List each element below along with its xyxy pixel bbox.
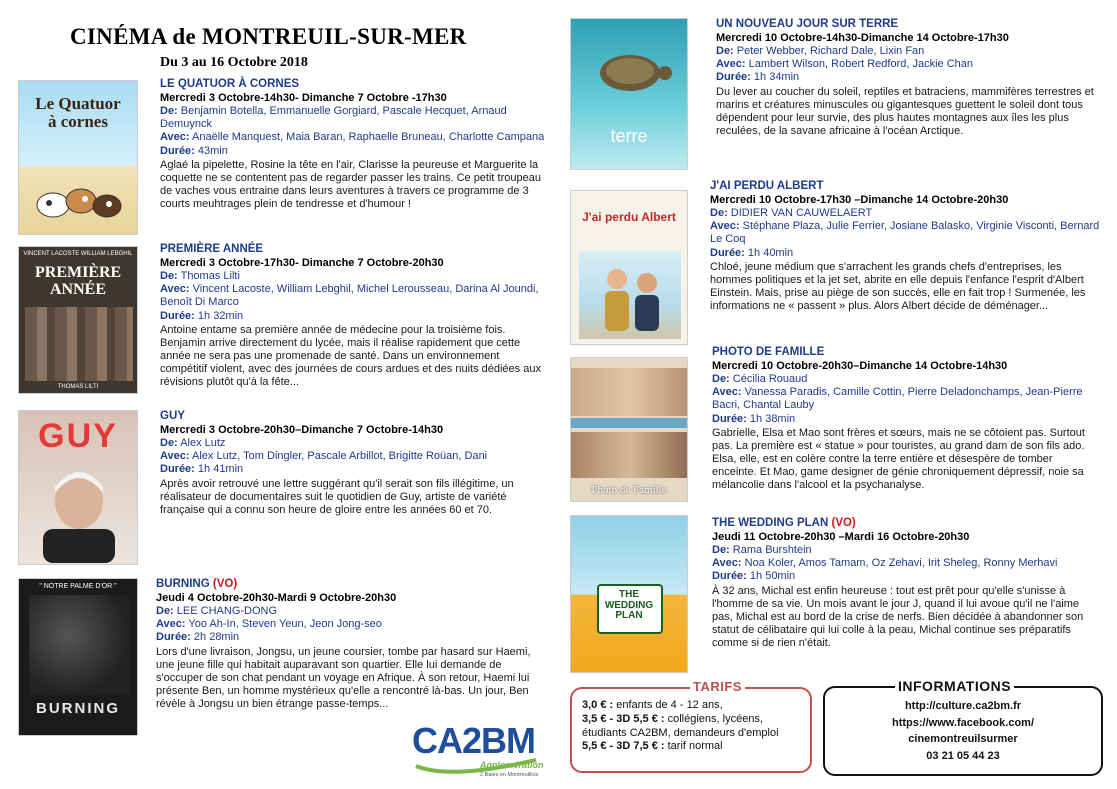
- movie-duration: Durée: 1h 50min: [712, 570, 796, 583]
- movie-cast: Avec: Vanessa Paradis, Camille Cottin, Pierre Deladonchamps, Jean-Pierre Bacri, Chantal Lauby: [712, 386, 1083, 412]
- movie-director: De: Peter Webber, Richard Dale, Lixin Fan: [716, 44, 925, 57]
- movie-duration: Durée: 2h 28min: [156, 631, 240, 644]
- movie-dates: Jeudi 11 Octobre-20h30 –Mardi 16 Octobre-20h30: [712, 530, 970, 543]
- ca2bm-logo: [410, 720, 542, 782]
- movie-title: PREMIÈRE ANNÉE: [160, 243, 264, 255]
- poster-photo-famille: [570, 357, 688, 502]
- movie-director: De: Alex Lutz: [160, 436, 226, 449]
- movie-synopsis: Chloé, jeune médium que s'arrachent les grands chefs d'entreprises, les hommes politiques et la jet set, abrite en elle depuis l'enfance l'esprit d'Albert Einstein. Mais, prise au piège de son succès, elle en fait trop ! Surmenée, les informations ne « passent » plus. Alors Albert décide de déménager...: [710, 260, 1086, 313]
- movie-director: De: LEE CHANG-DONG: [156, 604, 278, 617]
- movie-premiere-annee: [160, 243, 545, 390]
- tarif-line: 5,5 € - 3D 7,5 € : tarif normal: [582, 740, 723, 753]
- movie-title: BURNING (VO): [156, 578, 238, 590]
- tarifs-title: TARIFS: [690, 679, 745, 694]
- info-phone: 03 21 05 44 23: [926, 749, 1000, 762]
- poster-perdu-albert: [570, 190, 688, 345]
- movie-photo-famille: [712, 346, 1100, 493]
- movie-dates: Mercredi 10 Octobre-20h30–Dimanche 14 Octobre-14h30: [712, 359, 1008, 372]
- poster-photo-famille-title: Photo de Famille: [591, 484, 667, 496]
- movie-dates: Mercredi 3 Octobre-14h30- Dimanche 7 Octobre -17h30: [160, 91, 447, 104]
- movie-dates: Jeudi 4 Octobre-20h30-Mardi 9 Octobre-20h30: [156, 591, 397, 604]
- movie-title: THE WEDDING PLAN (VO): [712, 517, 856, 529]
- page-title: CINÉMA de MONTREUIL-SUR-MER: [70, 24, 467, 49]
- movie-duration: Durée: 1h 40min: [710, 246, 794, 259]
- movie-duration: Durée: 1h 38min: [712, 412, 796, 425]
- vo-badge: (VO): [831, 517, 856, 529]
- vo-badge: (VO): [212, 578, 238, 590]
- movie-cast: Avec: Lambert Wilson, Robert Redford, Jackie Chan: [716, 58, 974, 71]
- poster-wedding-plan: [570, 515, 688, 673]
- people-illustration-icon: [593, 261, 669, 337]
- movie-synopsis: Antoine entame sa première année de médecine pour la troisième fois. Benjamin arrive directement du lycée, mais il réalise rapidement que cette année ne sera pas une promenade de santé. Dans un environnement compétitif violent, avec des journées de cours ardues et des nuits dédiées aux révisions plutôt qu'à la fête...: [160, 323, 541, 389]
- tarif-line: 3,5 € - 3D 5,5 € : collégiens, lycéens, étudiants CA2BM, demandeurs d'emploi: [582, 712, 779, 739]
- movie-director: De: Rama Burshtein: [712, 543, 812, 556]
- movie-cast: Avec: Anaëlle Manquest, Maia Baran, Raphaelle Bruneau, Charlotte Campana: [160, 131, 545, 144]
- ca2bm-logo-sub: Agglomération: [480, 760, 544, 770]
- movie-duration: Durée: 1h 34min: [716, 71, 800, 84]
- poster-wedding-plan-title: THE WEDDING PLAN: [604, 589, 654, 621]
- poster-burning: [18, 578, 138, 736]
- poster-premiere-actors: VINCENT LACOSTE WILLIAM LEBGHIL: [23, 251, 133, 257]
- poster-perdu-albert-title: J'ai perdu Albert: [582, 210, 676, 224]
- tarifs-box: [570, 679, 812, 773]
- poster-quatuor-title: Le Quatuor à cornes: [35, 94, 121, 131]
- movie-synopsis: Aglaé la pipelette, Rosine la tête en l'air, Clarisse la peureuse et Marguerite la coquette ne se contentent pas de regarder passer les trains. Ce petit troupeau de vaches vous entraine dans leurs aventures à travers ce programme de 3 courts meuhtrages plein de tendresse et d'humour !: [160, 158, 541, 211]
- page-dates: Du 3 au 16 Octobre 2018: [160, 55, 308, 70]
- movie-quatuor: [160, 78, 545, 211]
- movie-duration: Durée: 43min: [160, 144, 228, 157]
- movie-cast: Avec: Stéphane Plaza, Julie Ferrier, Josiane Balasko, Virginie Visconti, Bernard Le Coq: [710, 220, 1100, 246]
- ca2bm-logo-tagline: 2 Baies en Montreuillois: [480, 772, 539, 778]
- movie-perdu-albert: [710, 180, 1100, 313]
- poster-burning-title: BURNING: [36, 700, 120, 717]
- informations-box: [823, 678, 1103, 776]
- movie-cast: Avec: Alex Lutz, Tom Dingler, Pascale Arbillot, Brigitte Roüan, Dani: [160, 450, 488, 463]
- poster-premiere-credit: THOMAS LILTI: [57, 384, 99, 390]
- tarif-line: 3,0 € : enfants de 4 - 12 ans,: [582, 699, 723, 711]
- poster-nouveau-jour-title: terre: [610, 126, 648, 146]
- info-website-link[interactable]: http://culture.ca2bm.fr: [904, 700, 1022, 712]
- movie-duration: Durée: 1h 41min: [160, 463, 244, 476]
- movie-title: GUY: [160, 410, 185, 422]
- ca2bm-logo-text: CA2BM: [412, 720, 536, 761]
- poster-quatuor: [18, 80, 138, 235]
- movie-synopsis: Après avoir retrouvé une lettre suggérant qu'il serait son fils illégitime, un réalisateur de documentaires suit le quotidien de Guy, artiste de variété française qui a connu son heure de gloire entre les années 60 et 70.: [160, 477, 514, 516]
- movie-burning: [156, 578, 545, 711]
- informations-title: INFORMATIONS: [895, 678, 1014, 694]
- movie-title: PHOTO DE FAMILLE: [712, 346, 825, 358]
- movie-title: UN NOUVEAU JOUR SUR TERRE: [716, 18, 899, 30]
- movie-nouveau-jour: [716, 18, 1101, 138]
- turtle-illustration-icon: [585, 41, 675, 101]
- portrait-illustration-icon: [33, 463, 125, 563]
- poster-premiere-title: PREMIÈRE ANNÉE: [35, 264, 122, 298]
- movie-duration: Durée: 1h 32min: [160, 309, 244, 322]
- movie-cast: Avec: Noa Koler, Amos Tamam, Oz Zehavi, Irit Sheleg, Ronny Merhavi: [712, 557, 1058, 570]
- info-facebook-page[interactable]: cinemontreuilsurmer: [908, 733, 1018, 745]
- poster-nouveau-jour: [570, 18, 688, 170]
- poster-guy-title: GUY: [38, 417, 118, 455]
- poster-burning-tagline: " NOTRE PALME D'OR ": [39, 583, 117, 590]
- movie-synopsis: À 32 ans, Michal est enfin heureuse : tout est prêt pour qu'elle s'unisse à l'homme de sa vie. Un mois avant le jour J, quand il lui avoue qu'il ne l'aime pas, Michal est au bord de la crise de nerfs. Bien décidée à abandonner son statut de célibataire qui lui colle à la peau, Michal continue ses préparatifs comme si de rien n'était.: [712, 584, 1084, 650]
- movie-cast: Avec: Yoo Ah-In, Steven Yeun, Jeon Jong-seo: [156, 618, 382, 631]
- movie-dates: Mercredi 3 Octobre-17h30- Dimanche 7 Octobre-20h30: [160, 256, 444, 269]
- movie-director: De: DIDIER VAN CAUWELAERT: [710, 206, 873, 219]
- movie-synopsis: Du lever au coucher du soleil, reptiles et batraciens, mammifères terrestres et marins et créatures minuscules ou gigantesques guettent le soleil dont tous dépendent pour leur survie, des plus hautes montagnes aux îles les plus reculées, de la savane africaine à l'océan Arctique.: [716, 85, 1094, 138]
- movie-dates: Mercredi 10 Octobre-17h30 –Dimanche 14 Octobre-20h30: [710, 193, 1009, 206]
- movie-title: LE QUATUOR À CORNES: [160, 78, 300, 90]
- movie-director: De: Thomas Lilti: [160, 269, 240, 282]
- movie-synopsis: Gabrielle, Elsa et Mao sont frères et sœurs, mais ne se côtoient pas. Surtout pas. La première est « statue » pour touristes, au grand dam de son fils ado. Elsa, elle, est en colère contre la terre entière et désespère de tomber enceinte. Et Mao, game designer de génie chroniquement dépressif, noie sa mélancolie dans l'alcool et la psychanalyse.: [712, 426, 1085, 492]
- movie-cast: Avec: Vincent Lacoste, William Lebghil, Michel Lerousseau, Darina Al Joundi, Benoît Di Marco: [160, 283, 539, 309]
- movie-synopsis: Lors d'une livraison, Jongsu, un jeune coursier, tombe par hasard sur Haemi, une jeune fille qui habitait auparavant son quartier. Elle lui demande de s'occuper de son chat pendant un voyage en Afrique. À son retour, Haemi lui présente Ben, un homme mystérieux qu'elle a rencontré là-bas. Un jour, Ben révèle à Jongsu un bien étrange passe-temps...: [156, 645, 531, 711]
- movie-title: J'AI PERDU ALBERT: [710, 180, 824, 192]
- movie-wedding-plan: [712, 517, 1100, 650]
- poster-premiere-annee: [18, 246, 138, 394]
- movie-dates: Mercredi 3 Octobre-20h30–Dimanche 7 Octobre-14h30: [160, 423, 444, 436]
- movie-director: De: Benjamin Botella, Emmanuelle Gorgiard, Pascale Hecquet, Arnaud Demuynck: [160, 104, 507, 131]
- cows-illustration-icon: [29, 171, 129, 226]
- info-facebook-link[interactable]: https://www.facebook.com/: [892, 716, 1034, 729]
- movie-dates: Mercredi 10 Octobre-14h30-Dimanche 14 Octobre-17h30: [716, 31, 1009, 44]
- movie-guy: [160, 410, 545, 517]
- movie-director: De: Cécilia Rouaud: [712, 372, 808, 385]
- poster-guy: [18, 410, 138, 565]
